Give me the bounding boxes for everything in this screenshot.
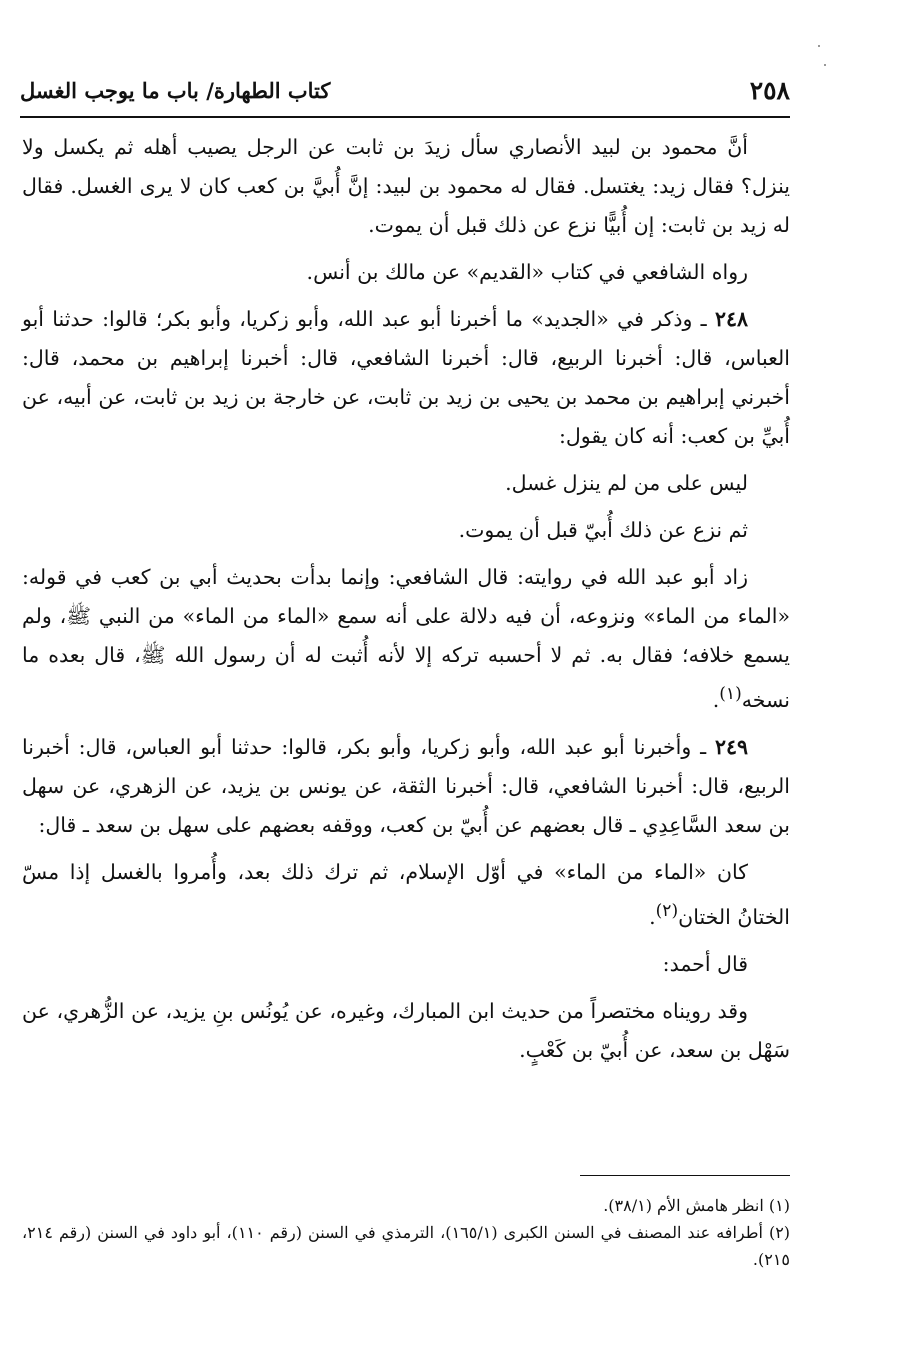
footnote-2: (٢) أطرافه عند المصنف في السنن الكبرى (١٦٥/١)، الترمذي في السنن (رقم ١١٠)، أبو داود في السنن (رقم ٢١٤، ٢١٥). — [22, 1223, 791, 1269]
scan-speck — [818, 45, 820, 47]
footnotes — [22, 1192, 790, 1273]
paragraph-shafii-comment: زاد أبو عبد الله في روايته: قال الشافعي: وإنما بدأت بحديث أبي بن كعب في قوله: «الماء من الماء» ونزوعه، أن فيه دلالة على أنه سمع «الماء من الماء» من النبي ﷺ، ولم يسمع خلافه؛ فقال به. ثم لا أحسبه تركه إلا لأنه أُثبت له أن رسول الله ﷺ، قال بعده ما نسخه$^{(١)}$. — [22, 565, 790, 712]
scan-speck — [824, 64, 826, 66]
hadith-number: ٢٤٨ — [714, 307, 748, 331]
paragraph-ahmad-comment: وقد رويناه مختصراً من حديث ابن المبارك، وغيره، عن يُونُس بنِ يزيد، عن الزُّهري، عن سَهْل بن سعد، عن أُبيّ بن كَعْبٍ. — [22, 998, 790, 1062]
paragraph-narration-note: رواه الشافعي في كتاب «القديم» عن مالك بن أنس. — [306, 260, 748, 284]
footnote-1: (١) انظر هامش الأم (٣٨/١). — [603, 1196, 790, 1215]
footnote-ref-1: (١) — [719, 684, 742, 704]
main-text — [22, 128, 790, 1078]
page-number: ٢٥٨ — [749, 76, 790, 105]
hadith-number: ٢٤٩ — [714, 734, 748, 759]
running-title: كتاب الطهارة/ باب ما يوجب الغسل — [20, 78, 331, 103]
page-header — [20, 70, 790, 114]
footnote-ref-2: (٢) — [655, 900, 679, 921]
paragraph-hadith-248: ٢٤٨ ـ وذكر في «الجديد» ما أخبرنا أبو عبد الله، وأبو زكريا، وأبو بكر؛ قالوا: حدثنا أبو العباس، قال: أخبرنا الربيع، قال: أخبرنا الشافعي، قال: أخبرنا إبراهيم بن محمد، قال: أخبرني إبراهيم بن محمد بن يحيى بن زيد بن ثابت، عن خارجة بن زيد بن ثابت، عن أبيه، عن أُبيِّ بن كعب: أنه كان يقول: — [22, 307, 790, 448]
footnote-marker: (٢) — [768, 1223, 791, 1242]
footnote-marker: (١) — [768, 1196, 790, 1215]
paragraph-hadith-text: أنَّ محمود بن لبيد الأنصاري سأل زيدَ بن ثابت عن الرجل يصيب أهله ثم يكسل ولا ينزل؟ فقال زيد: يغتسل. فقال له محمود بن لبيد: إنَّ أُبيَّ بن كعب كان لا يرى الغسل. فقال له زيد بن ثابت: إن أُبيًّا نزع عن ذلك قبل أن يموت. — [22, 135, 790, 237]
paragraph-hadith-text-2: كان «الماء من الماء» في أوّل الإسلام، ثم ترك ذلك بعد، وأُمروا بالغسل إذا مسّ الختانُ الختان$^{(٢)}$. — [22, 859, 790, 929]
paragraph-ahmad-heading: قال أحمد: — [662, 951, 748, 976]
header-rule — [20, 116, 790, 118]
paragraph-quote: ليس على من لم ينزل غسل. — [505, 471, 748, 495]
paragraph-quote-followup: ثم نزع عن ذلك أُبيّ قبل أن يموت. — [458, 518, 748, 542]
paragraph-hadith-249: ٢٤٩ ـ وأخبرنا أبو عبد الله، وأبو زكريا، وأبو بكر، قالوا: حدثنا أبو العباس، قال: أخبرنا الربيع، قال: أخبرنا الشافعي، قال: أخبرنا الثقة، عن يونس بن يزيد، عن الزهري، عن سهل بن سعد السَّاعِدِي ـ قال بعضهم عن أُبيّ بن كعب، ووقفه بعضهم على سهل بن سعد ـ قال: — [22, 734, 790, 837]
footnote-rule — [580, 1175, 790, 1176]
